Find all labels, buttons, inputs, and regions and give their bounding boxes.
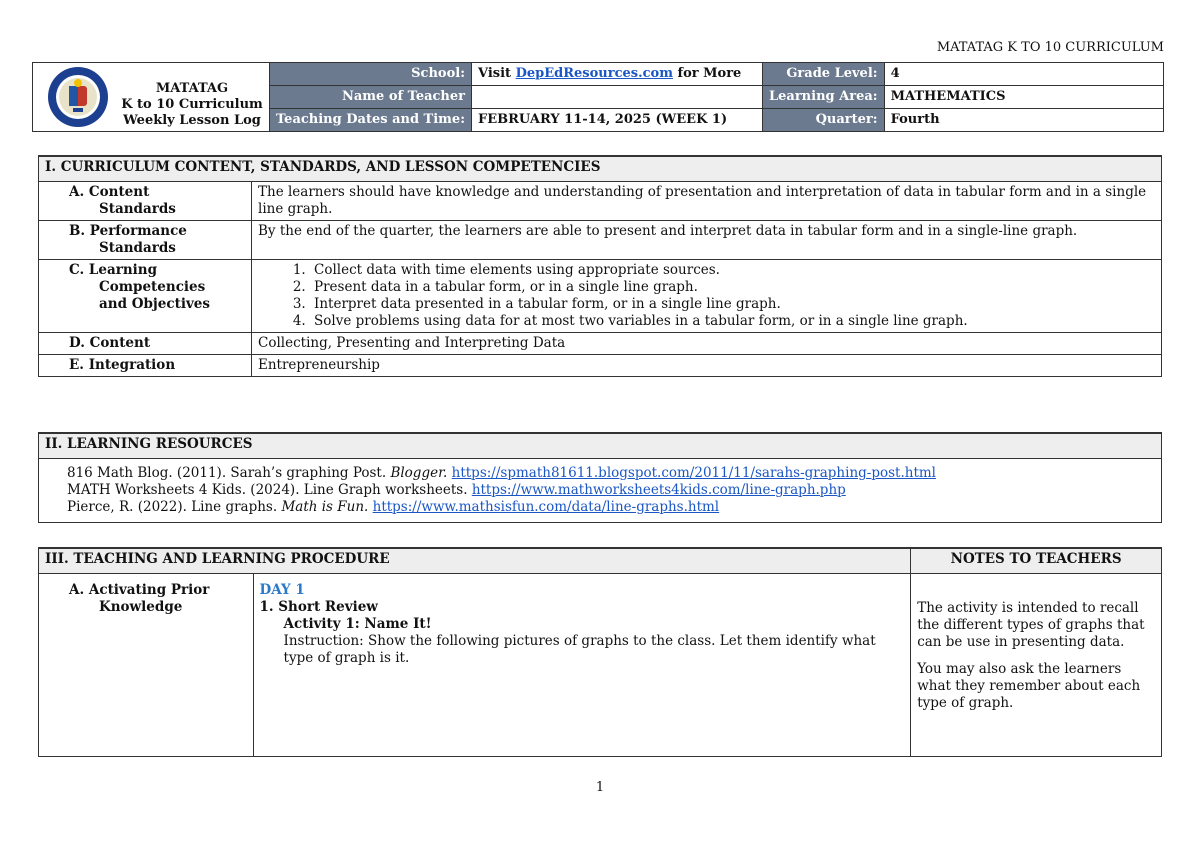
quarter-label: Quarter:	[763, 109, 885, 132]
step-title: 1. Short Review	[259, 599, 378, 615]
resource-item: Pierce, R. (2022). Line graphs. Math is Fun. https://www.mathsisfun.com/data/line-graphs.html	[67, 499, 720, 515]
teaching-procedure-section	[38, 547, 1162, 757]
note-paragraph: The activity is intended to recall the different types of graphs that can be use in presenting data.	[917, 600, 1145, 650]
activity-title: Activity 1: Name It!	[283, 616, 432, 632]
resource-link[interactable]: https://spmath81611.blogspot.com/2011/11/sarahs-graphing-post.html	[451, 465, 936, 481]
content-standards-text: The learners should have knowledge and understanding of presentation and interpretation of data in tabular form and in a single line graph.	[252, 182, 1162, 221]
notes-title: NOTES TO TEACHERS	[911, 548, 1162, 574]
competency-item: 3. Interpret data presented in a tabular form, or in a single line graph.	[310, 296, 1155, 313]
content-standards-label: A. Content Standards	[39, 182, 252, 221]
competencies-label: C. Learning Competencies and Objectives	[39, 260, 252, 333]
teacher-label: Name of Teacher	[270, 86, 472, 109]
logo-title-line-2: K to 10 Curriculum	[121, 97, 263, 112]
competency-item: 1. Collect data with time elements using appropriate sources.	[310, 262, 1155, 279]
logo-title-line-3: Weekly Lesson Log	[123, 113, 261, 128]
deped-seal-icon	[45, 66, 111, 128]
competencies-list-cell	[252, 260, 1162, 333]
curriculum-section	[38, 155, 1162, 377]
competencies-list	[258, 262, 1155, 330]
lesson-log-header-table	[32, 62, 1164, 132]
school-value: Visit DepEdResources.com for More	[472, 63, 763, 86]
learning-area-label: Learning Area:	[763, 86, 885, 109]
content-label: D. Content	[39, 333, 252, 355]
resource-link[interactable]: https://www.mathworksheets4kids.com/line-graph.php	[471, 482, 846, 498]
activating-prior-knowledge-label: A. Activating Prior Knowledge	[39, 574, 254, 757]
note-paragraph: You may also ask the learners what they remember about each type of graph.	[917, 661, 1141, 711]
resource-item: MATH Worksheets 4 Kids. (2024). Line Graph worksheets. https://www.mathworksheets4kids.com/line-graph.php	[67, 482, 846, 498]
integration-label: E. Integration	[39, 355, 252, 377]
dates-label: Teaching Dates and Time:	[270, 109, 472, 132]
school-label: School:	[270, 63, 472, 86]
performance-standards-label: B. Performance Standards	[39, 221, 252, 260]
logo-title-line-1: MATATAG	[155, 81, 229, 96]
section3-title: III. TEACHING AND LEARNING PROCEDURE	[39, 548, 911, 574]
resource-link[interactable]: https://www.mathsisfun.com/data/line-graphs.html	[372, 499, 720, 515]
page-number: 1	[595, 780, 605, 795]
section2-title: II. LEARNING RESOURCES	[39, 433, 1162, 459]
resources-list	[39, 459, 1162, 523]
document-header: MATATAG K TO 10 CURRICULUM	[936, 40, 1164, 55]
teacher-value	[472, 86, 763, 109]
integration-text: Entrepreneurship	[252, 355, 1162, 377]
resource-item: 816 Math Blog. (2011). Sarah’s graphing Post. Blogger. https://spmath81611.blogspot.com/2011/11/sarahs-graphing-post.html	[67, 465, 936, 481]
depedresources-link[interactable]: DepEdResources.com	[515, 66, 673, 81]
logo-cell	[33, 63, 270, 132]
grade-level-label: Grade Level:	[763, 63, 885, 86]
learning-resources-section	[38, 432, 1162, 523]
competency-item: 4. Solve problems using data for at most two variables in a tabular form, or in a single line graph.	[310, 313, 1155, 330]
activity-instruction: Instruction: Show the following pictures of graphs to the class. Let them identify what type of graph is it.	[283, 633, 876, 666]
dates-value: FEBRUARY 11-14, 2025 (WEEK 1)	[472, 109, 763, 132]
notes-cell	[911, 574, 1162, 757]
activity-cell	[253, 574, 911, 757]
quarter-value: Fourth	[884, 109, 1163, 132]
learning-area-value: MATHEMATICS	[884, 86, 1163, 109]
competency-item: 2. Present data in a tabular form, or in a single line graph.	[310, 279, 1155, 296]
grade-level-value: 4	[884, 63, 1163, 86]
performance-standards-text: By the end of the quarter, the learners are able to present and interpret data in tabular form and in a single-line graph.	[252, 221, 1162, 260]
day-label: DAY 1	[259, 582, 305, 598]
section1-title: I. CURRICULUM CONTENT, STANDARDS, AND LESSON COMPETENCIES	[39, 156, 1162, 182]
content-text: Collecting, Presenting and Interpreting Data	[252, 333, 1162, 355]
